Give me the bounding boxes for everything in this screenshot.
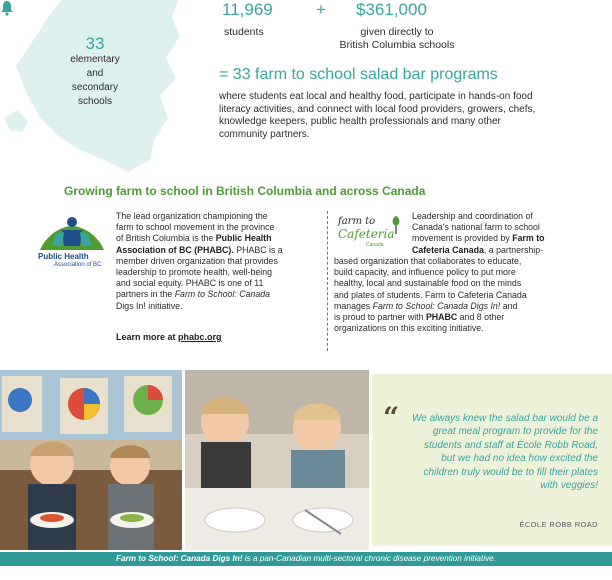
map-label-line: elementary [70,54,120,65]
text-line [412,245,608,256]
f2c-description-cont [334,256,610,334]
bold-span: Farm to [512,233,545,244]
text-line: Digs In! initiative. [116,300,183,311]
footer-text: is a pan-Canadian multi-sectoral chronic disease prevention initiative. [242,554,496,563]
money-label-line: given directly to [360,26,434,38]
text-line: healthy, local and sustainable food on the minds [334,278,522,289]
f2c-description [412,211,608,256]
bold-span: Public Health [215,233,272,244]
text-line [412,233,608,244]
salad-bar-headline: = 33 farm to school salad bar programs [219,66,498,83]
column-divider [327,211,328,351]
map-label-line: and [86,68,104,79]
text-span: is proud to partner with [334,312,426,323]
text-line [116,289,322,300]
text-span: , a partnership- [483,244,544,255]
f2c-logo-main: Cafeteria [338,227,395,241]
text-span: PHABC is a [236,244,283,255]
phabc-link[interactable]: phabc.org [178,332,222,342]
learn-more-prefix: Learn more at [116,332,179,342]
bold-span: Association of BC (PHABC). [116,244,237,255]
students-label: students [224,26,264,38]
text-span: partners in the [116,289,175,300]
school-bell-icon [0,0,14,16]
map-label-line: schools [78,96,112,107]
quote-source: ÉCOLE ROBB ROAD [519,520,598,529]
text-line: organizations on this exciting initiative. [334,323,484,334]
phabc-logo-subtitle: Association of BC [54,262,102,268]
text-span: movement is provided by [412,233,513,244]
money-value: $361,000 [356,0,427,19]
text-line: based organization that collaborates to educate, [334,256,522,266]
text-span: manages [334,300,373,311]
quote-text: We always knew the salad bar would be a great meal program to provide for the students and staff at École Robb Road, but we had no idea how excited the children truly would be to fill their plates with veggies! [411,413,598,492]
bold-span: Cafeteria Canada [412,244,484,255]
text-line: build capacity, and influence policy to put more [334,267,516,278]
photo-boys-empty-plates [185,370,369,550]
italic-span: Farm to School: Canada [174,289,271,300]
bold-span: PHABC [425,312,458,323]
quote-mark-icon: “ [383,401,400,434]
text-line: Canada's national farm to school [412,222,540,233]
footer-banner [0,552,612,566]
text-line [334,301,610,312]
photo-kids-with-plates [0,370,182,550]
map-school-count: 33 [85,34,105,53]
text-line: Leadership and coordination of [412,211,533,221]
section-heading: Growing farm to school in British Columbia and across Canada [64,184,426,198]
text-line [116,245,322,256]
bc-map [0,0,200,175]
phabc-description [116,211,322,312]
footer-bold: Farm to School: Canada Digs In! [116,554,243,563]
students-value: 11,969 [222,0,273,19]
learn-more [116,332,222,342]
farm-to-cafeteria-logo [336,212,408,248]
text-span: and [500,300,518,311]
text-line: leadership to promote health, well-being [116,267,272,278]
text-span: of British Columbia is the [116,233,216,244]
text-line: and social equity. PHABC is one of 11 [116,278,264,289]
text-line: member driven organization that provides [116,255,278,266]
salad-bar-description: where students eat local and healthy food, participate in hands-on food literacy activities, and connect with local food providers, growers, chefs, knowledge keepers, public health professionals and many other community partners. [219,91,536,140]
text-line: The lead organization championing the [116,211,268,221]
italic-span: Farm to School: Canada Digs In! [372,300,501,311]
phabc-logo-name: Public Health [38,252,89,261]
f2c-logo-sub: Canada [366,242,384,248]
text-line [334,312,610,323]
f2c-logo-top: farm to [338,216,376,227]
money-label-line: British Columbia schools [339,39,455,51]
map-label-line: secondary [71,82,119,93]
map-school-label [55,53,135,109]
money-label [322,26,472,52]
plus-sign: + [316,0,326,19]
text-span: and 8 other [457,312,505,323]
text-line [116,233,322,244]
text-line: and plates of students. Farm to Cafeteria Canada [334,289,527,300]
text-line: farm to school movement in the province [116,222,275,233]
